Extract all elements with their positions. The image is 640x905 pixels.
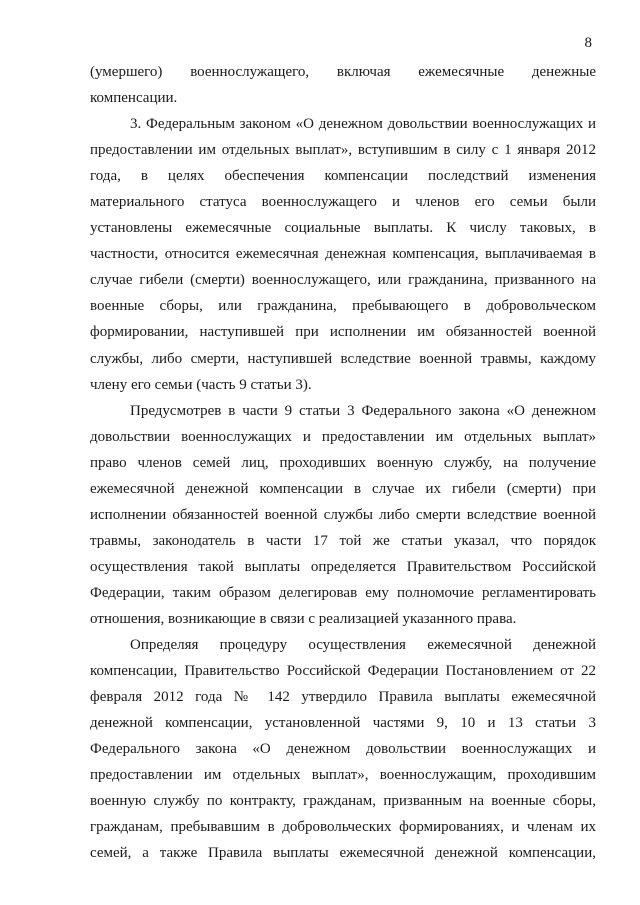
text-line: частности, относится ежемесячная денежная компенсация, выплачиваемая в (90, 246, 596, 263)
text-line: отношения, возникающие в связи с реализацией указанного права. (90, 610, 517, 627)
text-line: осуществления такой выплаты определяется Правительством Российской (90, 558, 596, 575)
paragraph-2 (90, 111, 596, 398)
text-line: компенсации, Правительство Российской Федерации Постановлением от 22 (90, 663, 596, 680)
text-line: члену его семьи (часть 9 статьи 3). (90, 376, 312, 393)
text-line: Федерального закона «О денежном довольствии военнослужащих и (90, 741, 596, 758)
document-body (90, 59, 596, 866)
paragraph-1 (90, 59, 596, 111)
text-line: право членов семей лиц, проходивших военную службу, на получение (90, 454, 596, 471)
text-line: гражданам, пребывавшим в добровольческих формированиях, и членам их (90, 819, 596, 836)
text-line: компенсации. (90, 90, 178, 107)
text-line: травмы, законодатель в части 17 той же статьи указал, что порядок (90, 532, 596, 549)
paragraph-3 (90, 398, 596, 632)
page-number: 8 (584, 35, 592, 51)
text-line: Предусмотрев в части 9 статьи 3 Федерального закона «О денежном (130, 402, 596, 419)
text-line: семей, а также Правила выплаты ежемесячной денежной компенсации, (90, 845, 596, 862)
text-line: года, в целях обеспечения компенсации последствий изменения (90, 168, 596, 185)
text-line: (умершего) военнослужащего, включая ежемесячные денежные (90, 64, 596, 80)
text-line: денежной компенсации, установленной частями 9, 10 и 13 статьи 3 (90, 715, 596, 732)
text-line: предоставлении им отдельных выплат», вступившим в силу с 1 января 2012 (90, 142, 596, 159)
text-line: ежемесячной денежной компенсации в случае их гибели (смерти) при (90, 480, 596, 497)
text-line: февраля 2012 года № 142 утвердило Правила выплаты ежемесячной (90, 689, 596, 706)
text-line: формировании, наступившей при исполнении им обязанностей военной (90, 324, 596, 341)
text-line: службы, либо смерти, наступившей вследствие военной травмы, каждому (90, 350, 596, 367)
paragraph-4 (90, 632, 596, 866)
text-line: случае гибели (смерти) военнослужащего, или гражданина, призванного на (90, 272, 596, 289)
text-line: материального статуса военнослужащего и членов его семьи были (90, 194, 596, 211)
text-line: 3. Федеральным законом «О денежном довольствии военнослужащих и (130, 116, 596, 133)
text-line: военные сборы, или гражданина, пребывающего в добровольческом (90, 298, 596, 315)
text-line: исполнении обязанностей военной службы либо смерти вследствие военной (90, 506, 596, 523)
text-line: Федерации, таким образом делегировав ему полномочие регламентировать (90, 584, 596, 601)
text-line: военную службу по контракту, гражданам, призванным на военные сборы, (90, 793, 596, 810)
text-line: установлены ежемесячные социальные выплаты. К числу таковых, в (90, 220, 596, 237)
text-line: довольствии военнослужащих и предоставлении им отдельных выплат» (90, 428, 596, 445)
text-line: Определяя процедуру осуществления ежемесячной денежной (130, 637, 596, 654)
text-line: предоставлении им отдельных выплат», военнослужащим, проходившим (90, 767, 596, 784)
